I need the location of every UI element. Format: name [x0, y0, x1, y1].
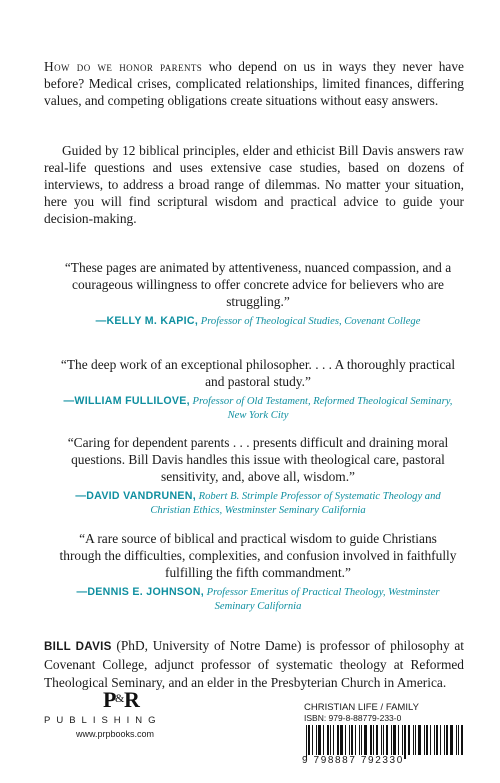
publisher-logo	[44, 686, 224, 739]
endorsement-attribution	[58, 489, 458, 518]
barcode-bar	[312, 725, 313, 755]
barcode-bar	[450, 725, 453, 755]
barcode-bar	[323, 725, 324, 755]
author-name: BILL DAVIS	[44, 640, 112, 653]
barcode-bar	[386, 725, 388, 755]
barcode-bar	[418, 725, 421, 755]
barcode-bar	[444, 725, 445, 755]
author-bio	[44, 637, 464, 692]
endorsement-fullilove	[58, 356, 458, 423]
barcode-bar	[306, 725, 307, 759]
barcode-bar	[461, 725, 463, 755]
publisher-name: PUBLISHING	[44, 715, 162, 726]
barcode-bar	[351, 725, 353, 755]
barcode-bar	[327, 725, 329, 755]
isbn-text: ISBN: 979-8-88779-233-0	[304, 713, 402, 723]
endorser-title: Professor of Old Testament, Reformed Theological Seminary, New York City	[192, 396, 453, 421]
barcode-bar	[404, 725, 406, 759]
barcode-bar	[373, 725, 374, 755]
barcode-bar	[430, 725, 431, 755]
barcode-bar	[337, 725, 339, 755]
endorsement-quote: “The deep work of an exceptional philosopher. . . . A thoroughly practical and pastoral study.”	[60, 357, 456, 389]
endorser-name: —KELLY M. KAPIC,	[95, 315, 199, 327]
barcode-bar	[440, 725, 441, 755]
barcode-bar	[458, 725, 459, 755]
barcode-bar	[318, 725, 321, 755]
barcode-bars	[306, 725, 472, 755]
endorsement-kapic	[58, 259, 458, 329]
endorsement-johnson	[58, 530, 458, 614]
endorser-name: —WILLIAM FULLILOVE,	[63, 395, 190, 407]
svg-text:R: R	[124, 687, 140, 712]
endorser-name: —DAVID VANDRUNEN,	[75, 490, 196, 502]
barcode-bar	[376, 725, 378, 755]
publisher-url: www.prpbooks.com	[76, 729, 155, 739]
barcode-bar	[359, 725, 360, 755]
barcode-bar	[424, 725, 425, 755]
endorsement-quote: “Caring for dependent parents . . . presents difficult and draining moral questions. Bill Davis handles this issue with theological care, pastoral sensitivity, and, above all, wisdom.”	[67, 435, 449, 484]
endorsement-quote: “A rare source of biblical and practical wisdom to guide Christians through the difficulties, complexities, and confusion involved in faithfully fulfilling the fifth commandment.”	[59, 531, 457, 580]
endorser-title: Professor Emeritus of Practical Theology, Westminster Seminary California	[206, 587, 440, 612]
barcode-bar	[308, 725, 310, 755]
barcode-bar	[333, 725, 334, 755]
barcode-bar	[413, 725, 414, 755]
barcode-digits: 9 798887 792330	[302, 755, 404, 766]
barcode-bar	[391, 725, 392, 755]
book-category: CHRISTIAN LIFE / FAMILY	[304, 702, 419, 713]
description-p1-text: who depend on us in ways they never have before? Medical crises, complicated relationships, limited finances, differing values, and competing obligations create situations without easy answers.	[44, 59, 464, 108]
barcode-bar	[398, 725, 399, 755]
barcode-bar	[415, 725, 416, 755]
author-bio-text: (PhD, University of Notre Dame) is professor of philosophy at Covenant College, adjunct professor of systematic theology at Reformed Theological Seminary, and an elder in the Presbyterian Church in America.	[44, 638, 464, 690]
endorsement-attribution	[58, 585, 458, 614]
barcode-bar	[340, 725, 343, 755]
description-paragraph-1	[44, 58, 464, 109]
barcode-bar	[426, 725, 428, 755]
barcode-bar	[383, 725, 384, 755]
barcode-bar	[355, 725, 356, 755]
barcode-bar	[330, 725, 331, 755]
isbn-barcode	[302, 713, 472, 767]
pr-logo-icon	[102, 686, 142, 712]
endorsement-quote: “These pages are animated by attentiveness, nuanced compassion, and a courageous willingness to offer concrete advice for believers who are struggling.”	[64, 260, 452, 309]
barcode-bar	[456, 725, 457, 755]
endorser-title: Professor of Theological Studies, Covenant College	[200, 316, 421, 327]
svg-text:&: &	[115, 691, 125, 705]
barcode-bar	[446, 725, 448, 755]
barcode-bar	[408, 725, 410, 755]
endorser-title: Robert B. Strimple Professor of Systematic Theology and Christian Ethics, Westminster Seminary California	[150, 491, 441, 516]
endorsement-vandrunen	[58, 434, 458, 518]
barcode-bar	[349, 725, 350, 755]
endorsement-attribution	[58, 314, 458, 329]
barcode-bar	[345, 725, 346, 755]
barcode-bar	[436, 725, 438, 755]
barcode-bar	[381, 725, 382, 755]
barcode-bar	[393, 725, 396, 755]
barcode-bar	[316, 725, 317, 755]
barcode-bar	[361, 725, 362, 755]
description-lead: How do we honor parents	[44, 59, 203, 74]
barcode-bar	[364, 725, 367, 755]
barcode-bar	[370, 725, 372, 755]
description-paragraph-2: Guided by 12 biblical principles, elder and ethicist Bill Davis answers raw real-life questions and uses extensive case studies, based on dozens of interviews, to address a broad range of dilemmas. No matter your situation, here you will find scriptural wisdom and practical advice to guide your decision-making.	[44, 143, 464, 226]
barcode-bar	[434, 725, 435, 755]
svg-text:P: P	[103, 687, 117, 712]
barcode-bar	[402, 725, 403, 755]
endorser-name: —DENNIS E. JOHNSON,	[76, 586, 205, 598]
endorsement-attribution	[58, 394, 458, 423]
